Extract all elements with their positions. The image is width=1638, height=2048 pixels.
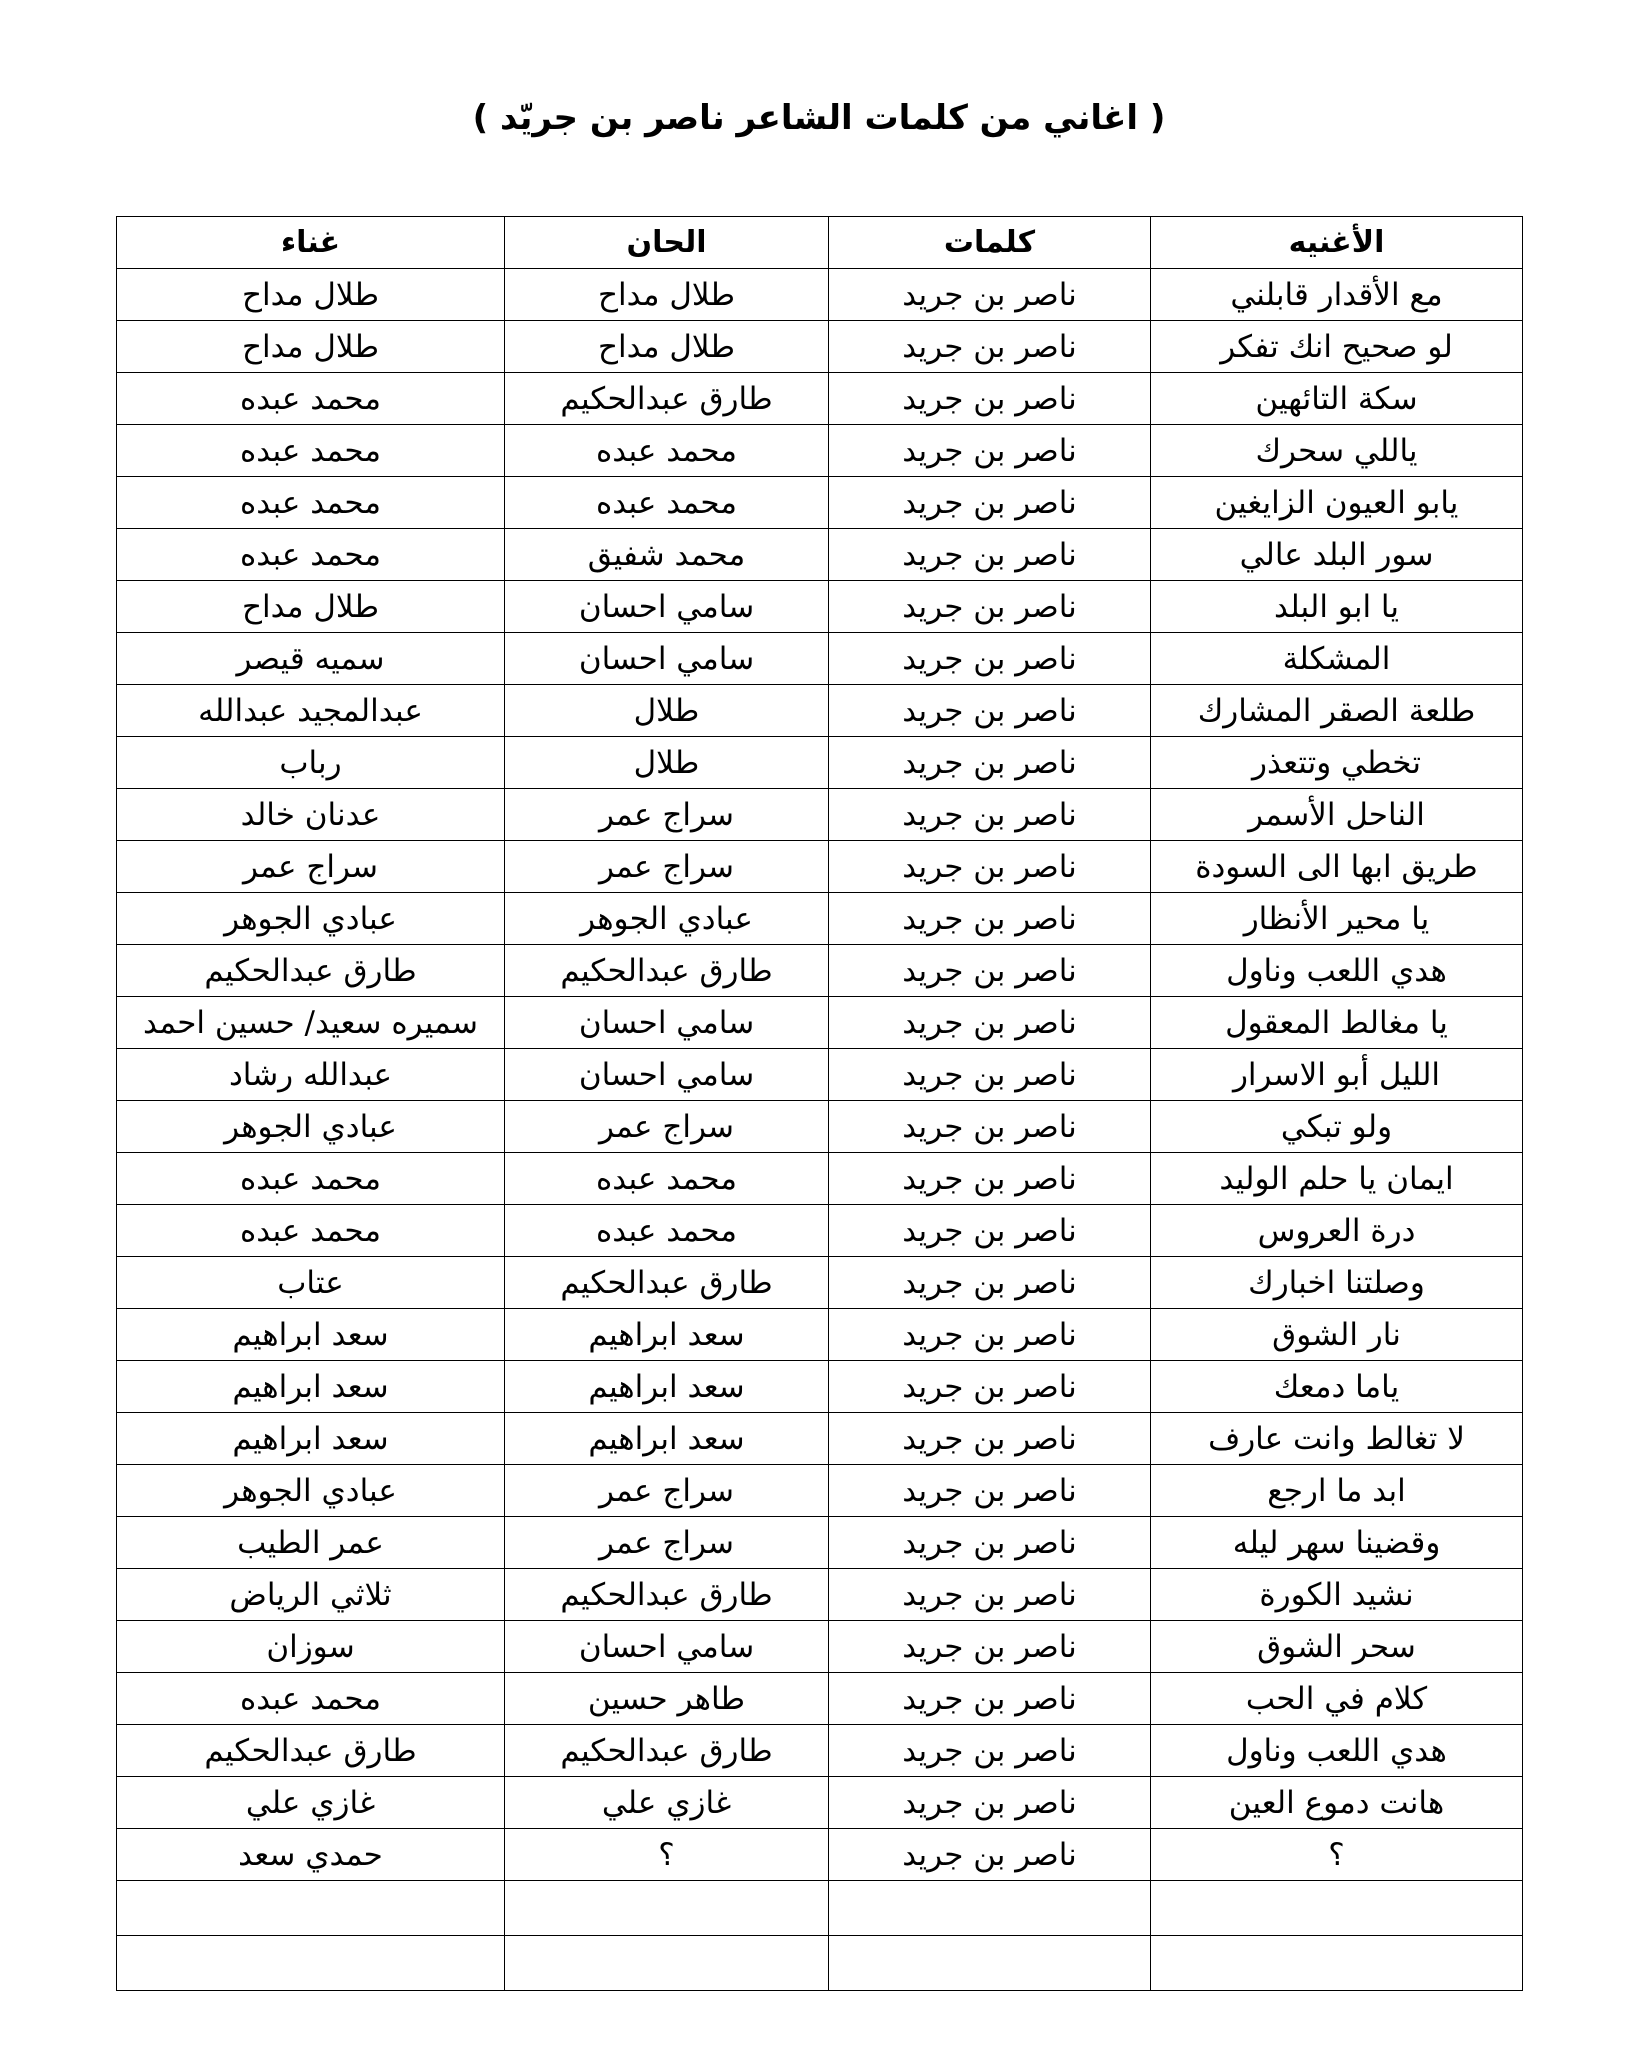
empty-cell-song: [1151, 1936, 1523, 1991]
cell-melody: سراج عمر: [505, 1517, 829, 1569]
cell-lyrics: ناصر بن جريد: [829, 1257, 1151, 1309]
cell-singer: محمد عبده: [117, 373, 505, 425]
header-singer: غناء: [117, 217, 505, 269]
table-row: [117, 1673, 1523, 1725]
table-row: [117, 269, 1523, 321]
cell-melody: سعد ابراهيم: [505, 1309, 829, 1361]
cell-lyrics: ناصر بن جريد: [829, 269, 1151, 321]
cell-melody: سعد ابراهيم: [505, 1413, 829, 1465]
cell-singer: طارق عبدالحكيم: [117, 945, 505, 997]
cell-melody: سامي احسان: [505, 581, 829, 633]
table-row: [117, 685, 1523, 737]
cell-melody: طارق عبدالحكيم: [505, 1725, 829, 1777]
cell-song: لو صحيح انك تفكر: [1151, 321, 1523, 373]
cell-lyrics: ناصر بن جريد: [829, 1621, 1151, 1673]
cell-lyrics: ناصر بن جريد: [829, 841, 1151, 893]
table-row: [117, 633, 1523, 685]
cell-melody: سراج عمر: [505, 841, 829, 893]
table-row: [117, 1205, 1523, 1257]
table-row: [117, 321, 1523, 373]
cell-song: يا ابو البلد: [1151, 581, 1523, 633]
cell-song: سحر الشوق: [1151, 1621, 1523, 1673]
cell-lyrics: ناصر بن جريد: [829, 1725, 1151, 1777]
cell-song: ابد ما ارجع: [1151, 1465, 1523, 1517]
cell-singer: عتاب: [117, 1257, 505, 1309]
table-row: [117, 581, 1523, 633]
cell-singer: سعد ابراهيم: [117, 1413, 505, 1465]
cell-singer: سوزان: [117, 1621, 505, 1673]
cell-lyrics: ناصر بن جريد: [829, 1361, 1151, 1413]
cell-singer: محمد عبده: [117, 477, 505, 529]
cell-singer: عبادي الجوهر: [117, 893, 505, 945]
cell-melody: طارق عبدالحكيم: [505, 1257, 829, 1309]
cell-song: الناحل الأسمر: [1151, 789, 1523, 841]
cell-lyrics: ناصر بن جريد: [829, 1309, 1151, 1361]
cell-melody: سراج عمر: [505, 789, 829, 841]
cell-melody: طارق عبدالحكيم: [505, 1569, 829, 1621]
table-row: [117, 1049, 1523, 1101]
cell-singer: ثلاثي الرياض: [117, 1569, 505, 1621]
cell-song: وصلتنا اخبارك: [1151, 1257, 1523, 1309]
cell-melody: عبادي الجوهر: [505, 893, 829, 945]
table-row: [117, 1517, 1523, 1569]
table-row: [117, 737, 1523, 789]
table-row: [117, 529, 1523, 581]
cell-singer: طارق عبدالحكيم: [117, 1725, 505, 1777]
cell-song: ياللي سحرك: [1151, 425, 1523, 477]
cell-melody: سامي احسان: [505, 1049, 829, 1101]
cell-lyrics: ناصر بن جريد: [829, 1101, 1151, 1153]
cell-lyrics: ناصر بن جريد: [829, 321, 1151, 373]
cell-song: وقضينا سهر ليله: [1151, 1517, 1523, 1569]
table-row: [117, 1621, 1523, 1673]
cell-lyrics: ناصر بن جريد: [829, 997, 1151, 1049]
cell-lyrics: ناصر بن جريد: [829, 581, 1151, 633]
table-row: [117, 1361, 1523, 1413]
cell-song: المشكلة: [1151, 633, 1523, 685]
cell-lyrics: ناصر بن جريد: [829, 1049, 1151, 1101]
cell-song: يابو العيون الزايغين: [1151, 477, 1523, 529]
cell-song: ؟: [1151, 1829, 1523, 1881]
table-row: [117, 1413, 1523, 1465]
cell-melody: غازي علي: [505, 1777, 829, 1829]
table-row: [117, 477, 1523, 529]
cell-lyrics: ناصر بن جريد: [829, 1153, 1151, 1205]
table-row: [117, 425, 1523, 477]
cell-melody: سعد ابراهيم: [505, 1361, 829, 1413]
cell-singer: سعد ابراهيم: [117, 1361, 505, 1413]
cell-lyrics: ناصر بن جريد: [829, 685, 1151, 737]
songs-table: [116, 216, 1523, 1991]
cell-lyrics: ناصر بن جريد: [829, 1673, 1151, 1725]
empty-cell-melody: [505, 1881, 829, 1936]
cell-singer: عدنان خالد: [117, 789, 505, 841]
cell-song: ايمان يا حلم الوليد: [1151, 1153, 1523, 1205]
empty-cell-song: [1151, 1881, 1523, 1936]
cell-lyrics: ناصر بن جريد: [829, 789, 1151, 841]
cell-singer: محمد عبده: [117, 1205, 505, 1257]
cell-melody: طلال: [505, 685, 829, 737]
cell-singer: سميره سعيد/ حسين احمد: [117, 997, 505, 1049]
table-body: [117, 269, 1523, 1991]
cell-lyrics: ناصر بن جريد: [829, 737, 1151, 789]
cell-lyrics: ناصر بن جريد: [829, 1829, 1151, 1881]
cell-song: هانت دموع العين: [1151, 1777, 1523, 1829]
table-row: [117, 1725, 1523, 1777]
cell-singer: طلال مداح: [117, 269, 505, 321]
cell-song: الليل أبو الاسرار: [1151, 1049, 1523, 1101]
cell-melody: طارق عبدالحكيم: [505, 373, 829, 425]
cell-singer: محمد عبده: [117, 1673, 505, 1725]
cell-song: مع الأقدار قابلني: [1151, 269, 1523, 321]
cell-singer: طلال مداح: [117, 581, 505, 633]
cell-singer: رباب: [117, 737, 505, 789]
cell-melody: سراج عمر: [505, 1465, 829, 1517]
cell-melody: سامي احسان: [505, 997, 829, 1049]
cell-song: نار الشوق: [1151, 1309, 1523, 1361]
cell-song: تخطي وتتعذر: [1151, 737, 1523, 789]
cell-melody: طارق عبدالحكيم: [505, 945, 829, 997]
cell-song: سكة التائهين: [1151, 373, 1523, 425]
cell-singer: عمر الطيب: [117, 1517, 505, 1569]
table-row: [117, 1153, 1523, 1205]
cell-melody: محمد عبده: [505, 1205, 829, 1257]
table-row: [117, 945, 1523, 997]
empty-cell-melody: [505, 1936, 829, 1991]
empty-table-row: [117, 1936, 1523, 1991]
cell-lyrics: ناصر بن جريد: [829, 945, 1151, 997]
cell-lyrics: ناصر بن جريد: [829, 893, 1151, 945]
cell-song: يا مغالط المعقول: [1151, 997, 1523, 1049]
cell-song: هدي اللعب وناول: [1151, 945, 1523, 997]
cell-song: درة العروس: [1151, 1205, 1523, 1257]
table-row: [117, 1569, 1523, 1621]
cell-singer: غازي علي: [117, 1777, 505, 1829]
page-title: ( اغاني من كلمات الشاعر ناصر بن جريّد ): [472, 98, 1166, 138]
table-row: [117, 789, 1523, 841]
cell-song: يا محير الأنظار: [1151, 893, 1523, 945]
table-row: [117, 1309, 1523, 1361]
table-row: [117, 1777, 1523, 1829]
empty-cell-singer: [117, 1881, 505, 1936]
cell-melody: طاهر حسين: [505, 1673, 829, 1725]
cell-song: ولو تبكي: [1151, 1101, 1523, 1153]
cell-melody: محمد عبده: [505, 1153, 829, 1205]
cell-melody: محمد عبده: [505, 425, 829, 477]
cell-melody: محمد عبده: [505, 477, 829, 529]
cell-singer: سراج عمر: [117, 841, 505, 893]
cell-song: نشيد الكورة: [1151, 1569, 1523, 1621]
empty-cell-singer: [117, 1936, 505, 1991]
cell-singer: طلال مداح: [117, 321, 505, 373]
header-melody: الحان: [505, 217, 829, 269]
cell-song: لا تغالط وانت عارف: [1151, 1413, 1523, 1465]
cell-lyrics: ناصر بن جريد: [829, 1205, 1151, 1257]
cell-lyrics: ناصر بن جريد: [829, 633, 1151, 685]
empty-cell-lyrics: [829, 1936, 1151, 1991]
cell-melody: طلال مداح: [505, 321, 829, 373]
cell-lyrics: ناصر بن جريد: [829, 1413, 1151, 1465]
table-row: [117, 373, 1523, 425]
header-lyrics: كلمات: [829, 217, 1151, 269]
table-header-row: [117, 217, 1523, 269]
table-row: [117, 1257, 1523, 1309]
table-row: [117, 997, 1523, 1049]
cell-lyrics: ناصر بن جريد: [829, 1517, 1151, 1569]
cell-singer: سعد ابراهيم: [117, 1309, 505, 1361]
cell-song: كلام في الحب: [1151, 1673, 1523, 1725]
cell-melody: سامي احسان: [505, 1621, 829, 1673]
cell-melody: طلال: [505, 737, 829, 789]
cell-melody: محمد شفيق: [505, 529, 829, 581]
cell-singer: عبادي الجوهر: [117, 1101, 505, 1153]
cell-lyrics: ناصر بن جريد: [829, 1777, 1151, 1829]
cell-lyrics: ناصر بن جريد: [829, 425, 1151, 477]
cell-lyrics: ناصر بن جريد: [829, 1465, 1151, 1517]
cell-singer: محمد عبده: [117, 1153, 505, 1205]
cell-singer: محمد عبده: [117, 529, 505, 581]
table-row: [117, 893, 1523, 945]
cell-singer: عبدالمجيد عبدالله: [117, 685, 505, 737]
cell-song: طريق ابها الى السودة: [1151, 841, 1523, 893]
header-song: الأغنيه: [1151, 217, 1523, 269]
cell-song: طلعة الصقر المشارك: [1151, 685, 1523, 737]
cell-lyrics: ناصر بن جريد: [829, 529, 1151, 581]
cell-melody: سراج عمر: [505, 1101, 829, 1153]
cell-singer: حمدي سعد: [117, 1829, 505, 1881]
table-row: [117, 1465, 1523, 1517]
cell-song: ياما دمعك: [1151, 1361, 1523, 1413]
table-row: [117, 1829, 1523, 1881]
cell-singer: عبدالله رشاد: [117, 1049, 505, 1101]
empty-table-row: [117, 1881, 1523, 1936]
table-row: [117, 1101, 1523, 1153]
cell-melody: طلال مداح: [505, 269, 829, 321]
cell-melody: سامي احسان: [505, 633, 829, 685]
empty-cell-lyrics: [829, 1881, 1151, 1936]
cell-lyrics: ناصر بن جريد: [829, 373, 1151, 425]
cell-singer: محمد عبده: [117, 425, 505, 477]
cell-song: سور البلد عالي: [1151, 529, 1523, 581]
cell-lyrics: ناصر بن جريد: [829, 1569, 1151, 1621]
cell-lyrics: ناصر بن جريد: [829, 477, 1151, 529]
cell-singer: عبادي الجوهر: [117, 1465, 505, 1517]
cell-singer: سميه قيصر: [117, 633, 505, 685]
cell-song: هدي اللعب وناول: [1151, 1725, 1523, 1777]
table-row: [117, 841, 1523, 893]
cell-melody: ؟: [505, 1829, 829, 1881]
